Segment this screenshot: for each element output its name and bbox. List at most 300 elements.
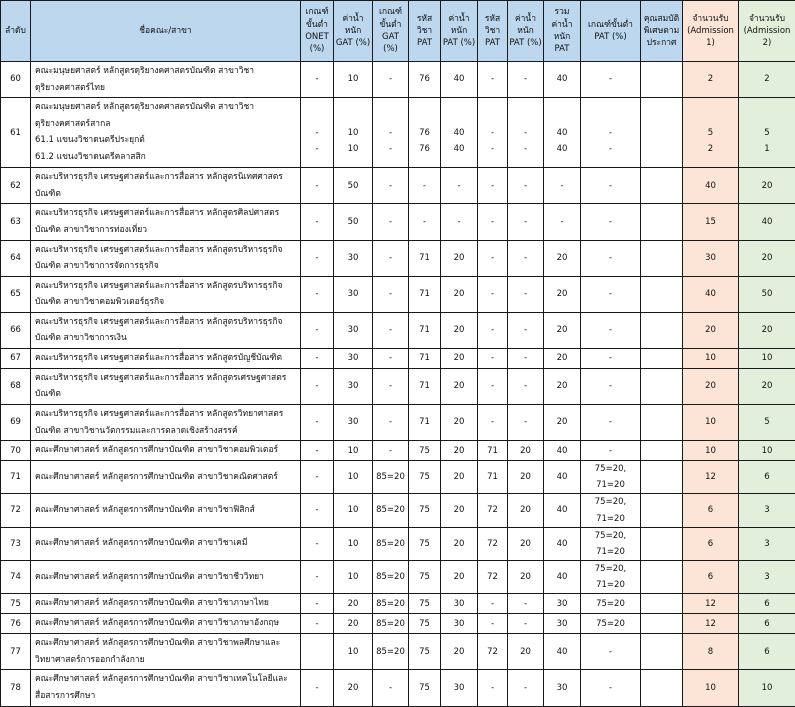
gat-min: -: [373, 62, 409, 98]
program-name-text: คณะบริหารธุรกิจ เศรษฐศาสตร์และการสื่อสาร หลักสูตรศิลปศาสตรบัณฑิต สาขาวิชาการท่องเที่ยว: [35, 205, 296, 238]
program-name-text: คณะมนุษยศาสตร์ หลักสูตรดุริยางคศาสตรบัณฑิต สาขาวิชาดุริยางคศาสตร์สากล: [35, 99, 296, 132]
pat-min-line: [583, 109, 638, 125]
admission1-count: [683, 98, 739, 168]
table-row: [1, 634, 795, 670]
pat1-weight: 20: [441, 634, 478, 670]
pat-total-weight: 30: [544, 670, 581, 706]
row-number: 70: [1, 441, 31, 461]
pat2-code: 71: [478, 441, 508, 461]
admission2-count: 6: [739, 634, 795, 670]
onet-min: -: [301, 670, 334, 706]
admission2-count-line: [741, 109, 793, 125]
pat-total-weight-line: 40: [546, 125, 578, 141]
pat1-code: 71: [409, 312, 441, 348]
gat-min: 85=20: [373, 461, 409, 494]
special-qualification: [641, 168, 683, 204]
admission1-count: 40: [683, 168, 739, 204]
program-name-text: คณะศึกษาศาสตร์ หลักสูตรการศึกษาบัณฑิต สาขาวิชาคณิตศาสตร์: [35, 469, 296, 486]
pat-total-weight: [544, 98, 581, 168]
pat1-code: -: [409, 168, 441, 204]
admission2-count: 6: [739, 594, 795, 614]
table-row: [1, 312, 795, 348]
pat2-code: -: [478, 62, 508, 98]
admission1-count: 6: [683, 494, 739, 527]
pat1-weight-line: [443, 109, 475, 125]
pat2-code: 72: [478, 560, 508, 593]
pat2-code: [478, 98, 508, 168]
pat-min: 75=20, 71=20: [581, 494, 641, 527]
pat2-code: -: [478, 348, 508, 368]
table-row: [1, 276, 795, 312]
program-name-text: คณะบริหารธุรกิจ เศรษฐศาสตร์และการสื่อสาร หลักสูตรบริหารธุรกิจบัณฑิต สาขาวิชาการจัดการธุรกิจ: [35, 242, 296, 275]
pat2-code: -: [478, 240, 508, 276]
onet-min: -: [301, 494, 334, 527]
program-name-text: คณะมนุษยศาสตร์ หลักสูตรดุริยางคศาสตรบัณฑิต สาขาวิชาดุริยางคศาสตร์ไทย: [35, 63, 296, 96]
onet-min: -: [301, 62, 334, 98]
program-name: [31, 405, 301, 441]
pat2-code: -: [478, 312, 508, 348]
row-number: 67: [1, 348, 31, 368]
program-name-text: คณะบริหารธุรกิจ เศรษฐศาสตร์และการสื่อสาร หลักสูตรบริหารธุรกิจบัณฑิต สาขาวิชาการเงิน: [35, 314, 296, 347]
pat-total-weight: 40: [544, 461, 581, 494]
pat1-code: 75: [409, 594, 441, 614]
row-number: 75: [1, 594, 31, 614]
admission2-count: [739, 98, 795, 168]
pat2-code: -: [478, 168, 508, 204]
pat1-code-line: [411, 109, 438, 125]
gat-weight-line: 10: [336, 125, 370, 141]
gat-min-line: -: [375, 141, 406, 157]
pat-min: -: [581, 405, 641, 441]
pat1-code: -: [409, 204, 441, 240]
row-number: 63: [1, 204, 31, 240]
onet-min: [301, 634, 334, 670]
program-name-text: คณะศึกษาศาสตร์ หลักสูตรการศึกษาบัณฑิต สาขาวิชาพลศึกษาและวิทยาศาสตร์การออกกำลังกาย: [35, 635, 296, 668]
row-number: 72: [1, 494, 31, 527]
pat1-code: 71: [409, 348, 441, 368]
onet-min: -: [301, 312, 334, 348]
onet-min: -: [301, 594, 334, 614]
special-qualification: [641, 614, 683, 634]
gat-weight: 10: [334, 62, 373, 98]
pat2-code: 72: [478, 494, 508, 527]
special-qualification: [641, 204, 683, 240]
program-name-text: คณะศึกษาศาสตร์ หลักสูตรการศึกษาบัณฑิต สาขาวิชาเคมี: [35, 535, 296, 552]
onet-min: -: [301, 368, 334, 404]
column-header-onet-min: เกณฑ์ขั้นต่ำ ONET (%): [301, 1, 334, 62]
program-name: [31, 168, 301, 204]
program-name: [31, 494, 301, 527]
pat1-weight: 20: [441, 368, 478, 404]
pat1-code: 71: [409, 405, 441, 441]
pat1-weight-line: 40: [443, 141, 475, 157]
program-name: [31, 204, 301, 240]
pat-total-weight: 40: [544, 527, 581, 560]
pat2-weight: 20: [508, 461, 544, 494]
program-name-text: คณะศึกษาศาสตร์ หลักสูตรการศึกษาบัณฑิต สาขาวิชาฟิสิกส์: [35, 502, 296, 519]
gat-weight: 30: [334, 348, 373, 368]
gat-min: -: [373, 348, 409, 368]
row-number: 65: [1, 276, 31, 312]
onet-min: -: [301, 168, 334, 204]
admission2-count: 6: [739, 614, 795, 634]
program-name: [31, 368, 301, 404]
pat-total-weight: -: [544, 204, 581, 240]
special-qualification: [641, 368, 683, 404]
column-header-special-qualification: คุณสมบัติพิเศษตามประกาศ: [641, 1, 683, 62]
row-number: 78: [1, 670, 31, 706]
special-qualification: [641, 348, 683, 368]
pat2-weight: -: [508, 594, 544, 614]
gat-min: 85=20: [373, 634, 409, 670]
column-header-pat1-code: รหัสวิชา PAT: [409, 1, 441, 62]
admission1-count: 30: [683, 240, 739, 276]
column-header-pat-total-weight: รวมค่าน้ำหนัก PAT: [544, 1, 581, 62]
table-header: [1, 1, 795, 62]
onet-min: -: [301, 348, 334, 368]
pat2-weight: -: [508, 368, 544, 404]
gat-min: 85=20: [373, 560, 409, 593]
onet-min: -: [301, 461, 334, 494]
pat-min: -: [581, 670, 641, 706]
pat-total-weight-line: [546, 109, 578, 125]
gat-min: -: [373, 276, 409, 312]
pat-total-weight: 20: [544, 348, 581, 368]
onet-min-line: -: [303, 141, 331, 157]
gat-weight-line: [336, 109, 370, 125]
program-sub-item: 61.1 แขนงวิชาดนตรีประยุกต์: [35, 132, 296, 149]
special-qualification: [641, 62, 683, 98]
pat-min: -: [581, 368, 641, 404]
table-row: [1, 240, 795, 276]
admission2-count: 5: [739, 405, 795, 441]
onet-min: -: [301, 276, 334, 312]
admission1-count-line: [685, 109, 736, 125]
onet-min: -: [301, 240, 334, 276]
row-number: 61: [1, 98, 31, 168]
pat-total-weight: 20: [544, 276, 581, 312]
pat-total-weight: 20: [544, 240, 581, 276]
pat2-weight: -: [508, 168, 544, 204]
special-qualification: [641, 461, 683, 494]
table-row: [1, 204, 795, 240]
pat1-code: 75: [409, 461, 441, 494]
row-number: 68: [1, 368, 31, 404]
admission1-count: 12: [683, 614, 739, 634]
gat-weight-line: 10: [336, 141, 370, 157]
program-name-text: คณะบริหารธุรกิจ เศรษฐศาสตร์และการสื่อสาร หลักสูตรบัญชีบัณฑิต: [35, 350, 296, 367]
pat-min-line: -: [583, 125, 638, 141]
pat2-weight-line: -: [510, 125, 541, 141]
pat1-code: 75: [409, 441, 441, 461]
pat2-code-line: [480, 109, 505, 125]
column-header-pat2-weight: ค่าน้ำหนัก PAT (%): [508, 1, 544, 62]
pat1-code: [409, 98, 441, 168]
table-row: [1, 348, 795, 368]
pat1-weight: 30: [441, 670, 478, 706]
gat-weight: 10: [334, 494, 373, 527]
admission2-count: 20: [739, 168, 795, 204]
table-row: [1, 461, 795, 494]
pat1-weight: -: [441, 204, 478, 240]
gat-weight: 10: [334, 441, 373, 461]
gat-weight: 30: [334, 312, 373, 348]
column-header-program-name: ชื่อคณะ/สาขา: [31, 1, 301, 62]
admission2-count: 3: [739, 494, 795, 527]
pat-total-weight: 40: [544, 560, 581, 593]
pat1-weight: 40: [441, 62, 478, 98]
admission2-count-line: 1: [741, 141, 793, 157]
gat-min: -: [373, 312, 409, 348]
gat-weight: 50: [334, 168, 373, 204]
pat-min: 75=20: [581, 594, 641, 614]
pat2-weight: 20: [508, 634, 544, 670]
table-row: [1, 368, 795, 404]
table-row: [1, 527, 795, 560]
pat1-code: 75: [409, 670, 441, 706]
admission1-count: 6: [683, 560, 739, 593]
pat-total-weight: -: [544, 168, 581, 204]
pat2-code: 71: [478, 461, 508, 494]
table-row: [1, 168, 795, 204]
table-row: [1, 62, 795, 98]
admission1-count: 6: [683, 527, 739, 560]
pat2-code: -: [478, 368, 508, 404]
onet-min: -: [301, 441, 334, 461]
pat1-weight: 20: [441, 441, 478, 461]
admission2-count: 6: [739, 461, 795, 494]
pat-min: [581, 98, 641, 168]
admission1-count: 12: [683, 594, 739, 614]
program-name: [31, 276, 301, 312]
pat1-weight: 20: [441, 461, 478, 494]
pat2-code: -: [478, 670, 508, 706]
program-name: [31, 98, 301, 168]
pat-min: -: [581, 348, 641, 368]
admission1-count: 8: [683, 634, 739, 670]
gat-min: -: [373, 168, 409, 204]
program-name: [31, 560, 301, 593]
pat2-weight: -: [508, 670, 544, 706]
onet-min-line: [303, 109, 331, 125]
admission2-count: 2: [739, 62, 795, 98]
pat1-weight: 20: [441, 560, 478, 593]
gat-weight: [334, 98, 373, 168]
program-name: [31, 634, 301, 670]
onet-min: -: [301, 560, 334, 593]
pat2-weight: 20: [508, 527, 544, 560]
program-name-text: คณะบริหารธุรกิจ เศรษฐศาสตร์และการสื่อสาร หลักสูตรนิเทศศาสตรบัณฑิต: [35, 169, 296, 202]
pat1-weight: 20: [441, 276, 478, 312]
pat-min: -: [581, 204, 641, 240]
admission2-count: 50: [739, 276, 795, 312]
pat2-code: -: [478, 614, 508, 634]
program-name: [31, 312, 301, 348]
gat-weight: 10: [334, 634, 373, 670]
header-row: [1, 1, 795, 62]
gat-min: 85=20: [373, 494, 409, 527]
pat2-weight: -: [508, 276, 544, 312]
gat-min: 85=20: [373, 594, 409, 614]
admission1-count: 10: [683, 348, 739, 368]
pat-min: -: [581, 168, 641, 204]
row-number: 73: [1, 527, 31, 560]
pat-total-weight: 20: [544, 405, 581, 441]
pat-min: 75=20, 71=20: [581, 461, 641, 494]
onet-min: [301, 98, 334, 168]
pat2-weight: -: [508, 405, 544, 441]
admission1-count: 10: [683, 670, 739, 706]
program-name: [31, 62, 301, 98]
pat-total-weight: 40: [544, 634, 581, 670]
pat-min: -: [581, 276, 641, 312]
pat1-weight: 30: [441, 594, 478, 614]
pat-total-weight: 20: [544, 312, 581, 348]
gat-weight: 20: [334, 614, 373, 634]
column-header-row-number: ลำดับ: [1, 1, 31, 62]
pat2-code: -: [478, 594, 508, 614]
program-name: [31, 594, 301, 614]
pat1-code: 75: [409, 494, 441, 527]
pat-min: 75=20, 71=20: [581, 527, 641, 560]
pat1-weight: 20: [441, 527, 478, 560]
pat2-code-line: -: [480, 125, 505, 141]
pat2-weight-line: -: [510, 141, 541, 157]
onet-min: -: [301, 204, 334, 240]
gat-weight: 30: [334, 240, 373, 276]
gat-weight: 20: [334, 670, 373, 706]
special-qualification: [641, 98, 683, 168]
pat-total-weight: 30: [544, 594, 581, 614]
gat-min: 85=20: [373, 527, 409, 560]
admission1-count: 2: [683, 62, 739, 98]
admission1-count-line: 2: [685, 141, 736, 157]
pat1-code: 75: [409, 560, 441, 593]
pat-min: -: [581, 312, 641, 348]
pat2-code: -: [478, 204, 508, 240]
special-qualification: [641, 594, 683, 614]
special-qualification: [641, 405, 683, 441]
program-name: [31, 348, 301, 368]
row-number: 66: [1, 312, 31, 348]
pat1-weight: 20: [441, 312, 478, 348]
pat2-weight: -: [508, 614, 544, 634]
pat-min: -: [581, 240, 641, 276]
admission1-count-line: 5: [685, 125, 736, 141]
column-header-admission1-count: จำนวนรับ (Admission 1): [683, 1, 739, 62]
pat2-weight: 20: [508, 441, 544, 461]
special-qualification: [641, 560, 683, 593]
pat-total-weight: 40: [544, 494, 581, 527]
table-row: [1, 614, 795, 634]
program-name-text: คณะศึกษาศาสตร์ หลักสูตรการศึกษาบัณฑิต สาขาวิชาภาษาไทย: [35, 595, 296, 612]
column-header-gat-min: เกณฑ์ขั้นต่ำ GAT (%): [373, 1, 409, 62]
table-row: [1, 405, 795, 441]
column-header-admission2-count: จำนวนรับ (Admission 2): [739, 1, 795, 62]
pat1-code: 71: [409, 276, 441, 312]
pat1-code: 76: [409, 62, 441, 98]
pat1-weight: 20: [441, 405, 478, 441]
table-row: [1, 441, 795, 461]
pat2-code-line: -: [480, 141, 505, 157]
table-row: [1, 494, 795, 527]
special-qualification: [641, 312, 683, 348]
program-name-text: คณะบริหารธุรกิจ เศรษฐศาสตร์และการสื่อสาร หลักสูตรเศรษฐศาสตรบัณฑิต: [35, 370, 296, 403]
admission2-count: 20: [739, 368, 795, 404]
pat1-weight: 30: [441, 614, 478, 634]
admission2-count-line: 5: [741, 125, 793, 141]
gat-weight: 20: [334, 594, 373, 614]
pat-min: 75=20: [581, 614, 641, 634]
pat-min: -: [581, 634, 641, 670]
admission2-count: 10: [739, 348, 795, 368]
admission2-count: 20: [739, 312, 795, 348]
special-qualification: [641, 441, 683, 461]
onet-min: -: [301, 614, 334, 634]
program-name-text: คณะศึกษาศาสตร์ หลักสูตรการศึกษาบัณฑิต สาขาวิชาชีววิทยา: [35, 569, 296, 586]
program-name: [31, 527, 301, 560]
pat-min: 75=20, 71=20: [581, 560, 641, 593]
admission2-count: 3: [739, 527, 795, 560]
row-number: 60: [1, 62, 31, 98]
admission2-count: 10: [739, 670, 795, 706]
table-row: [1, 670, 795, 706]
pat2-weight: [508, 98, 544, 168]
gat-weight: 50: [334, 204, 373, 240]
gat-min: [373, 98, 409, 168]
program-sub-item: 61.2 แขนงวิชาดนตรีคลาสสิก: [35, 149, 296, 166]
pat1-code: 75: [409, 527, 441, 560]
special-qualification: [641, 240, 683, 276]
program-name-text: คณะศึกษาศาสตร์ หลักสูตรการศึกษาบัณฑิต สาขาวิชาเทคโนโลยีและสื่อสารการศึกษา: [35, 671, 296, 704]
program-name: [31, 614, 301, 634]
onet-min: -: [301, 527, 334, 560]
pat2-code: 72: [478, 634, 508, 670]
pat2-weight: 20: [508, 560, 544, 593]
gat-min: 85=20: [373, 614, 409, 634]
gat-min-line: [375, 109, 406, 125]
pat-min: -: [581, 62, 641, 98]
gat-weight: 30: [334, 276, 373, 312]
table-row: [1, 594, 795, 614]
row-number: 71: [1, 461, 31, 494]
column-header-gat-weight: ค่าน้ำหนัก GAT (%): [334, 1, 373, 62]
gat-min: -: [373, 441, 409, 461]
admission1-count: 10: [683, 405, 739, 441]
program-name-text: คณะบริหารธุรกิจ เศรษฐศาสตร์และการสื่อสาร หลักสูตรบริหารธุรกิจบัณฑิต สาขาวิชาคอมพิวเตอร์ธุรกิจ: [35, 278, 296, 311]
gat-min: -: [373, 204, 409, 240]
admission2-count: 10: [739, 441, 795, 461]
pat2-code: -: [478, 405, 508, 441]
pat1-weight-line: 40: [443, 125, 475, 141]
pat-min: -: [581, 441, 641, 461]
special-qualification: [641, 670, 683, 706]
pat2-weight: -: [508, 62, 544, 98]
gat-min: -: [373, 670, 409, 706]
pat1-code: 71: [409, 240, 441, 276]
column-header-pat1-weight: ค่าน้ำหนัก PAT (%): [441, 1, 478, 62]
gat-weight: 30: [334, 405, 373, 441]
row-number: 69: [1, 405, 31, 441]
pat2-weight-line: [510, 109, 541, 125]
pat1-weight: 20: [441, 494, 478, 527]
special-qualification: [641, 494, 683, 527]
admission1-count: 12: [683, 461, 739, 494]
pat-total-weight: 40: [544, 62, 581, 98]
program-name-text: คณะศึกษาศาสตร์ หลักสูตรการศึกษาบัณฑิต สาขาวิชาภาษาอังกฤษ: [35, 615, 296, 632]
pat1-code-line: 76: [411, 125, 438, 141]
pat1-weight: -: [441, 168, 478, 204]
